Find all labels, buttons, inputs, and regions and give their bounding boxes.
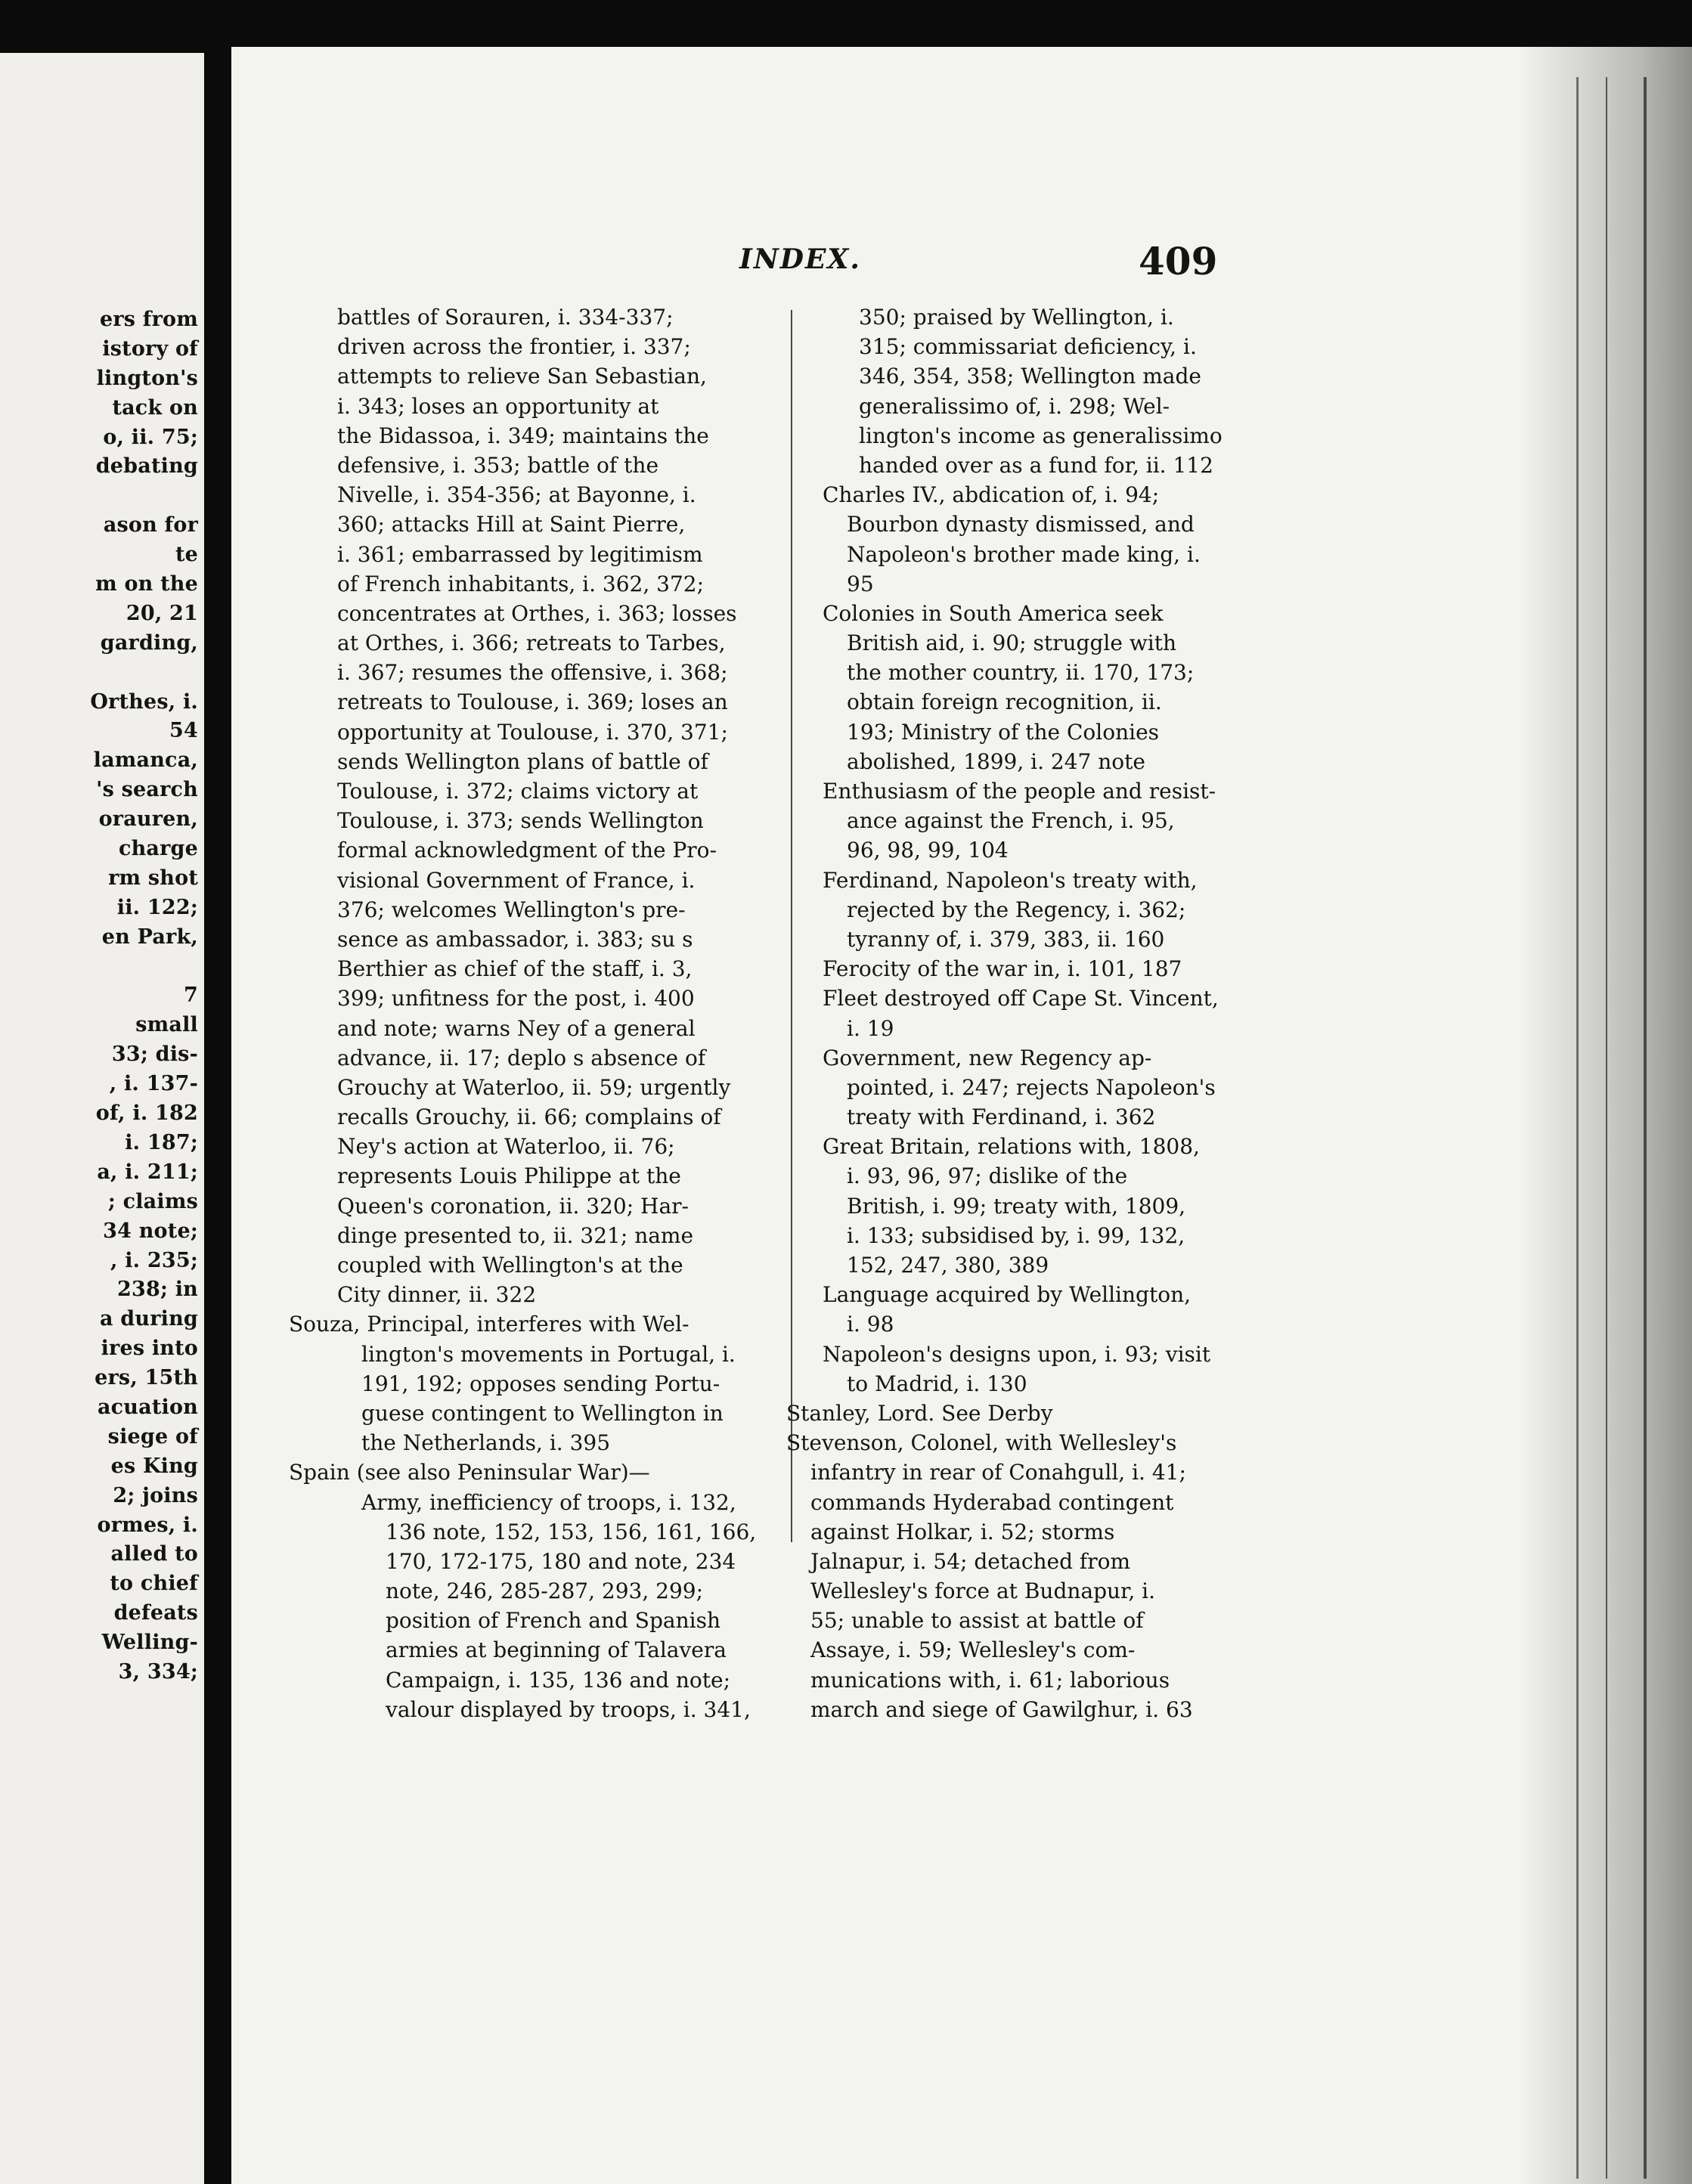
index-line: recalls Grouchy, ii. 66; complains of (337, 1104, 721, 1130)
index-line: guese contingent to Wellington in (361, 1400, 724, 1426)
left-page-line: orauren, (98, 807, 198, 832)
left-page-line: 54 (169, 719, 198, 743)
index-line: driven across the frontier, i. 337; (337, 334, 691, 360)
index-line: Stevenson, Colonel, with Wellesley's (786, 1430, 1177, 1456)
index-line: Enthusiasm of the people and resist- (823, 779, 1216, 804)
index-line: Grouchy at Waterloo, ii. 59; urgently (337, 1074, 731, 1100)
index-line: armies at beginning of Talavera (386, 1637, 727, 1663)
left-page-line (0, 658, 198, 688)
left-page-line (0, 953, 198, 982)
index-line: Ney's action at Waterloo, ii. 76; (337, 1134, 675, 1160)
left-page-line: te (175, 543, 198, 567)
page-edge-shadow (1518, 47, 1692, 2184)
left-page-line: , i. 235; (110, 1248, 198, 1272)
left-page-line: 20, 21 (126, 601, 198, 625)
left-page-line: 33; dis- (111, 1042, 198, 1067)
page-edge-line (1644, 77, 1647, 2179)
left-page-line: ; claims (107, 1189, 198, 1213)
index-line: Wellesley's force at Budnapur, i. (810, 1578, 1156, 1604)
index-line: battles of Sorauren, i. 334-337; (337, 305, 674, 330)
left-page-line: en Park, (101, 925, 198, 949)
index-line: note, 246, 285-287, 293, 299; (386, 1578, 704, 1604)
index-line: the Bidassoa, i. 349; maintains the (337, 423, 709, 448)
index-line: march and siege of Gawilghur, i. 63 (810, 1696, 1193, 1722)
page-number: 409 (1139, 239, 1218, 283)
left-page-fragment (0, 53, 204, 2184)
left-page-line: lamanca, (93, 748, 198, 773)
index-line: rejected by the Regency, i. 362; (847, 897, 1186, 922)
left-page-line: 's search (96, 778, 198, 802)
index-line: 55; unable to assist at battle of (810, 1608, 1144, 1634)
index-line: Bourbon dynasty dismissed, and (847, 512, 1195, 537)
left-page-line: lington's (96, 366, 198, 390)
index-line: 315; commissariat deficiency, i. (859, 334, 1197, 360)
left-page-line: 2; joins (113, 1483, 198, 1507)
index-line: i. 19 (847, 1015, 894, 1041)
left-page-line: tack on (112, 395, 198, 420)
left-page-line: ers from (99, 308, 198, 331)
left-page-line: to chief (110, 1572, 198, 1596)
index-line: Ferdinand, Napoleon's treaty with, (823, 867, 1198, 893)
index-line: defensive, i. 353; battle of the (337, 452, 659, 478)
left-page-line: i. 187; (125, 1130, 198, 1154)
left-page-line: 34 note; (103, 1219, 198, 1243)
left-page-line: ers, 15th (95, 1366, 198, 1390)
index-line: i. 367; resumes the offensive, i. 368; (337, 660, 728, 686)
index-line: retreats to Toulouse, i. 369; loses an (337, 689, 728, 715)
left-page-line: ires into (101, 1337, 198, 1361)
left-page-line (0, 482, 198, 511)
index-line: infantry in rear of Conahgull, i. 41; (810, 1460, 1186, 1485)
index-line: commands Hyderabad contingent (810, 1489, 1174, 1515)
index-line: handed over as a fund for, ii. 112 (859, 452, 1213, 478)
index-line: sends Wellington plans of battle of (337, 748, 708, 774)
right-page (231, 47, 1692, 2184)
left-page-line: , i. 137- (109, 1072, 198, 1096)
index-line: Napoleon's designs upon, i. 93; visit (823, 1341, 1211, 1367)
index-line: i. 98 (847, 1312, 894, 1337)
left-page-line: charge (118, 837, 198, 861)
left-page-line: istory of (102, 336, 198, 361)
left-page-line: defeats (113, 1601, 198, 1625)
index-line: represents Louis Philippe at the (337, 1163, 681, 1189)
running-head: INDEX. (739, 243, 861, 275)
left-page-line: ii. 122; (116, 895, 198, 919)
index-line: tyranny of, i. 379, 383, ii. 160 (847, 926, 1165, 952)
index-line: 360; attacks Hill at Saint Pierre, (337, 512, 686, 537)
index-line: Government, new Regency ap- (823, 1045, 1152, 1070)
index-line: Toulouse, i. 372; claims victory at (337, 779, 699, 804)
index-line: 346, 354, 358; Wellington made (859, 364, 1201, 389)
index-line: abolished, 1899, i. 247 note (847, 748, 1145, 774)
index-line: Berthier as chief of the staff, i. 3, (337, 956, 693, 982)
index-line: lington's income as generalissimo (859, 423, 1223, 448)
index-line: treaty with Ferdinand, i. 362 (847, 1104, 1156, 1130)
index-line: Great Britain, relations with, 1808, (823, 1134, 1200, 1160)
index-line: Charles IV., abdication of, i. 94; (823, 482, 1160, 508)
index-line: obtain foreign recognition, ii. (847, 689, 1162, 715)
left-page-text (0, 305, 198, 1687)
index-line: the Netherlands, i. 395 (361, 1430, 611, 1456)
left-page-line: es King (110, 1454, 198, 1478)
index-line: Spain (see also Peninsular War)— (289, 1460, 650, 1485)
index-line: sence as ambassador, i. 383; su s (337, 926, 693, 952)
index-line: position of French and Spanish (386, 1608, 720, 1634)
top-mark (1086, 57, 1095, 74)
index-line: Assaye, i. 59; Wellesley's com- (810, 1637, 1136, 1663)
index-line: lington's movements in Portugal, i. (361, 1341, 736, 1367)
index-line: valour displayed by troops, i. 341, (386, 1696, 751, 1722)
index-line: Army, inefficiency of troops, i. 132, (361, 1489, 736, 1515)
index-line: attempts to relieve San Sebastian, (337, 364, 707, 389)
index-line: British aid, i. 90; struggle with (847, 630, 1177, 656)
index-line: British, i. 99; treaty with, 1809, (847, 1193, 1186, 1219)
index-line: formal acknowledgment of the Pro- (337, 838, 717, 863)
left-page-line: siege of (107, 1424, 198, 1448)
index-line: 399; unfitness for the post, i. 400 (337, 986, 695, 1011)
index-line: 376; welcomes Wellington's pre- (337, 897, 686, 922)
index-line: Toulouse, i. 373; sends Wellington (337, 808, 704, 834)
index-line: Ferocity of the war in, i. 101, 187 (823, 956, 1182, 982)
index-line: Queen's coronation, ii. 320; Har- (337, 1193, 689, 1219)
index-line: Napoleon's brother made king, i. (847, 541, 1201, 567)
index-line: City dinner, ii. 322 (337, 1282, 537, 1308)
page-edge-line (1576, 77, 1579, 2179)
index-line: the mother country, ii. 170, 173; (847, 660, 1195, 686)
left-page-line: Welling- (101, 1631, 198, 1655)
index-line: i. 361; embarrassed by legitimism (337, 541, 703, 567)
left-page-line: garding, (100, 630, 198, 655)
index-column-right (786, 302, 1467, 1724)
left-page-line: debating (95, 454, 198, 479)
page-edge-line (1606, 77, 1607, 2179)
index-line: advance, ii. 17; deplo s absence of (337, 1045, 706, 1070)
index-line: to Madrid, i. 130 (847, 1371, 1027, 1396)
left-page-line: 238; in (116, 1278, 198, 1302)
left-page-line: o, ii. 75; (103, 425, 198, 449)
index-line: munications with, i. 61; laborious (810, 1667, 1170, 1693)
index-line: 193; Ministry of the Colonies (847, 719, 1160, 745)
left-page-line: of, i. 182 (95, 1101, 198, 1126)
index-line: at Orthes, i. 366; retreats to Tarbes, (337, 630, 726, 656)
left-page-line: small (135, 1013, 198, 1037)
index-line: of French inhabitants, i. 362, 372; (337, 571, 705, 596)
index-line: Fleet destroyed off Cape St. Vincent, (823, 986, 1219, 1011)
index-line: opportunity at Toulouse, i. 370, 371; (337, 719, 728, 745)
index-line: Souza, Principal, interferes with Wel- (289, 1312, 690, 1337)
index-line: generalissimo of, i. 298; Wel- (859, 393, 1170, 419)
left-page-line: 3, 334; (118, 1659, 198, 1684)
index-line: i. 133; subsidised by, i. 99, 132, (847, 1222, 1185, 1248)
index-line: Campaign, i. 135, 136 and note; (386, 1667, 731, 1693)
index-line: against Holkar, i. 52; storms (810, 1519, 1115, 1544)
index-line: Jalnapur, i. 54; detached from (810, 1548, 1131, 1574)
index-line: pointed, i. 247; rejects Napoleon's (847, 1074, 1216, 1100)
left-page-line: rm shot (108, 866, 198, 890)
index-line: ance against the French, i. 95, (847, 808, 1175, 834)
left-page-line: alled to (110, 1542, 198, 1566)
index-line: dinge presented to, ii. 321; name (337, 1222, 694, 1248)
index-line: 136 note, 152, 153, 156, 161, 166, (386, 1519, 757, 1544)
index-line: Stanley, Lord. See Derby (786, 1400, 1053, 1426)
index-line: coupled with Wellington's at the (337, 1253, 683, 1278)
left-page-line: m on the (95, 572, 198, 596)
index-line: concentrates at Orthes, i. 363; losses (337, 600, 737, 626)
index-line: i. 343; loses an opportunity at (337, 393, 659, 419)
index-line: 170, 172-175, 180 and note, 234 (386, 1548, 736, 1574)
left-page-line: 7 (184, 984, 198, 1008)
left-page-line: ason for (103, 513, 198, 537)
index-line: 152, 247, 380, 389 (847, 1253, 1049, 1278)
index-line: Colonies in South America seek (823, 600, 1164, 626)
index-line: Nivelle, i. 354-356; at Bayonne, i. (337, 482, 696, 508)
index-line: 191, 192; opposes sending Portu- (361, 1371, 720, 1396)
index-line: visional Government of France, i. (337, 867, 696, 893)
index-line: 350; praised by Wellington, i. (859, 305, 1174, 330)
index-line: i. 93, 96, 97; dislike of the (847, 1163, 1128, 1189)
index-line: 95 (847, 571, 874, 596)
index-line: and note; warns Ney of a general (337, 1015, 696, 1041)
book-gutter (204, 53, 234, 2184)
left-page-line: a during (100, 1307, 198, 1331)
left-page-line: a, i. 211; (97, 1160, 198, 1184)
left-page-line: Orthes, i. (90, 689, 198, 714)
index-line: Language acquired by Wellington, (823, 1282, 1192, 1308)
left-page-line: acuation (97, 1395, 198, 1419)
index-line: 96, 98, 99, 104 (847, 838, 1009, 863)
left-page-line: ormes, i. (97, 1513, 198, 1537)
